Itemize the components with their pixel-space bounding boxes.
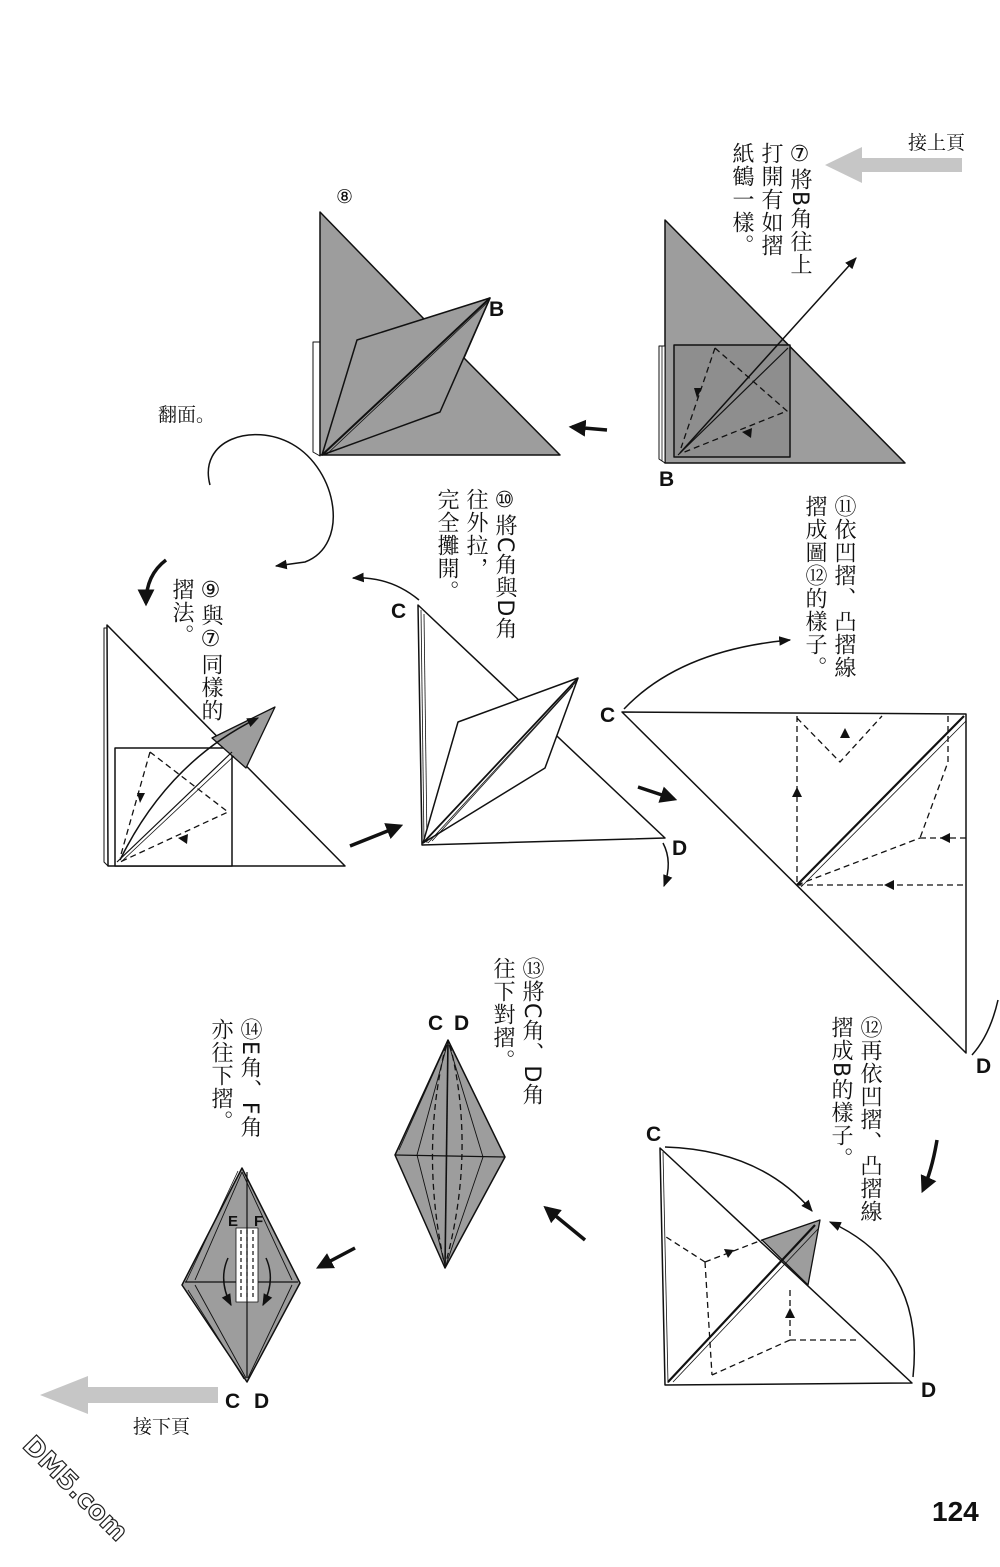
watermark-logo: DM5.com	[16, 1430, 134, 1548]
label-d: D	[976, 1055, 992, 1078]
step11-line: ⑪依凹摺、凸摺線	[831, 495, 856, 679]
label-f: F	[254, 1213, 264, 1230]
continued-to-label: 接下頁	[133, 1416, 191, 1438]
step10-instruction	[432, 488, 519, 640]
step8-layer-edges	[313, 342, 320, 456]
step-arrow-10-to-11	[638, 787, 674, 799]
step7-instruction	[727, 142, 814, 276]
step13-line: ⑬將C角、D角	[519, 957, 544, 1107]
step-arrow-7-to-8	[572, 427, 607, 430]
label-b: B	[489, 298, 505, 321]
label-c: C	[225, 1390, 241, 1413]
step-arrow-13-to-14	[319, 1248, 355, 1267]
flip-over-arrow	[208, 435, 333, 566]
step10-line: ⑩將C角與D角	[492, 488, 517, 641]
step11-paper	[622, 712, 966, 1053]
flip-instruction: 翻面。	[158, 404, 216, 426]
step8-diagram	[313, 212, 560, 456]
label-c: C	[391, 600, 407, 623]
step11-line: 摺成圖⑫的樣子。	[802, 495, 827, 679]
label-d: D	[672, 837, 688, 860]
label-e: E	[228, 1213, 239, 1230]
step7-line: ⑦將B角往上	[787, 142, 812, 277]
step11-instruction	[800, 495, 858, 679]
label-c: C	[600, 704, 616, 727]
label-b: B	[659, 468, 675, 491]
step14-diagram	[182, 1168, 300, 1382]
step12-line: ⑫再依凹摺、凸摺線	[857, 1016, 882, 1223]
label-c: C	[646, 1123, 662, 1146]
label-d: D	[921, 1379, 937, 1402]
step10-line: 往外拉，	[463, 488, 488, 580]
step11-arrow-c	[624, 640, 790, 709]
step10-pull-arrow-d	[663, 843, 668, 886]
label-d: D	[454, 1012, 470, 1035]
step-arrow-11-to-12	[923, 1140, 937, 1190]
step7-line: 紙鶴一樣。	[729, 142, 754, 257]
step-arrow-9-to-10	[350, 826, 400, 846]
step7-line: 打開有如摺	[758, 142, 783, 257]
step-arrow-into-9	[146, 560, 166, 603]
step14-line: ⑭E角、F角	[237, 1018, 262, 1139]
page-number: 124	[932, 1496, 979, 1527]
step9-instruction	[167, 578, 225, 722]
step13-line: 往下對摺。	[490, 957, 515, 1072]
step12-instruction	[826, 1016, 884, 1223]
label-c: C	[428, 1012, 444, 1035]
step10-line: 完全攤開。	[434, 488, 459, 603]
step-arrow-12-to-13	[546, 1208, 585, 1240]
step9-line: ⑨與⑦同樣的	[198, 578, 223, 722]
step13-instruction	[488, 957, 546, 1106]
step12-line: 摺成B的樣子。	[828, 1016, 853, 1171]
step10-pull-arrow-c	[353, 578, 419, 600]
label-d: D	[254, 1390, 270, 1413]
step9-square-flap	[115, 748, 232, 866]
step9-line: 摺法。	[169, 578, 194, 647]
step14-line: 亦往下摺。	[208, 1018, 233, 1133]
step11-arrow-d	[972, 1000, 998, 1055]
step14-instruction	[206, 1018, 264, 1139]
step8-number: ⑧	[336, 186, 354, 208]
continued-to-arrow-icon	[40, 1376, 218, 1414]
continued-from-label: 接上頁	[908, 132, 966, 154]
